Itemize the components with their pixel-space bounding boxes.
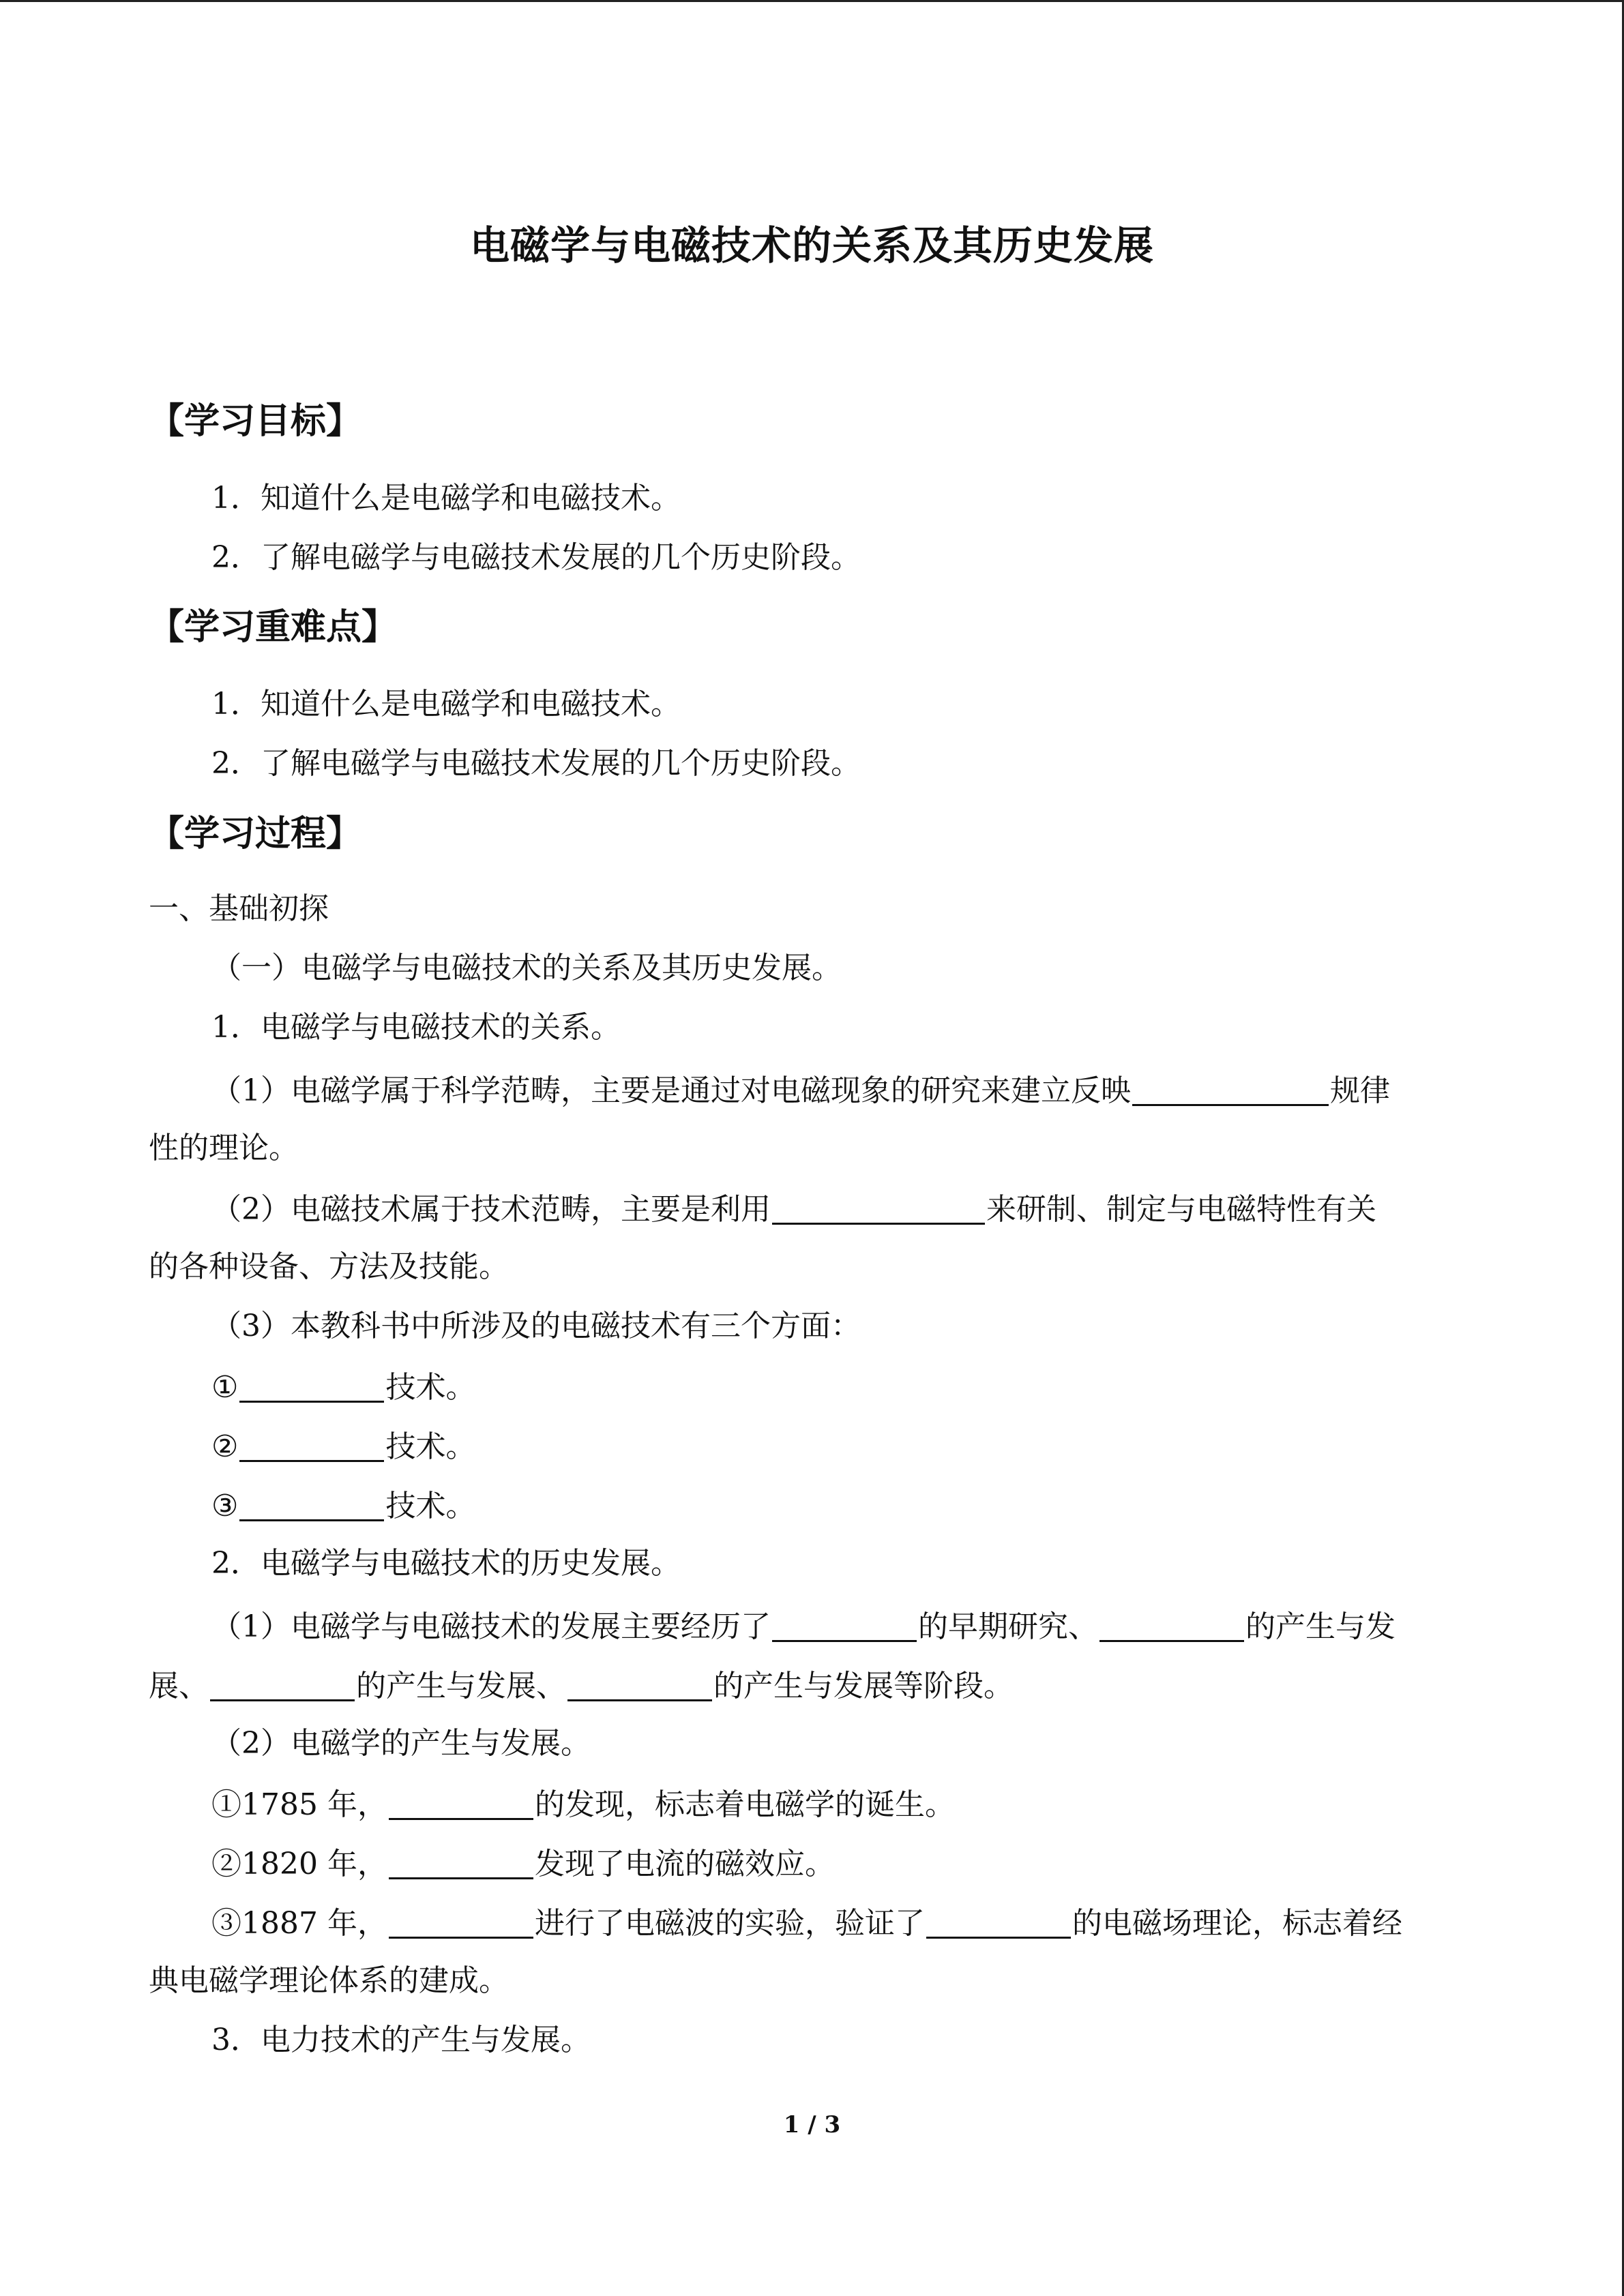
fill-blank[interactable] (239, 1371, 384, 1403)
fill-blank[interactable] (772, 1610, 917, 1642)
fill-blank[interactable] (210, 1669, 355, 1701)
fill-blank[interactable] (389, 1788, 533, 1820)
tech-item: ② 技术。 (211, 1429, 476, 1464)
question-heading: 2．电磁学与电磁技术的历史发展。 (211, 1546, 681, 1581)
page-number: 1 / 3 (783, 2111, 841, 2138)
fill-blank[interactable] (389, 1847, 533, 1879)
heading-key-points: 【学习重难点】 (149, 607, 398, 648)
question-heading: 1．电磁学与电磁技术的关系。 (211, 1010, 621, 1045)
fill-blank[interactable] (239, 1489, 384, 1521)
sub-heading: （一）电磁学与电磁技术的关系及其历史发展。 (211, 951, 842, 985)
tech-item: ③ 技术。 (211, 1489, 476, 1523)
key-point-item: 2．了解电磁学与电磁技术发展的几个历史阶段。 (211, 746, 861, 781)
fill-blank[interactable] (1099, 1610, 1244, 1642)
fill-blank[interactable] (772, 1193, 985, 1225)
event-line: 典电磁学理论体系的建成。 (149, 1963, 509, 1998)
event-line: ②1820 年， 发现了电流的磁效应。 (211, 1847, 835, 1881)
tech-item: ① 技术。 (211, 1370, 476, 1405)
key-point-item: 1．知道什么是电磁学和电磁技术。 (211, 687, 681, 721)
event-line: ③1887 年， 进行了电磁波的实验，验证了 的电磁场理论，标志着经 (211, 1906, 1402, 1941)
event-line: ①1785 年， 的发现，标志着电磁学的诞生。 (211, 1787, 955, 1822)
question-line: （3）本教科书中所涉及的电磁技术有三个方面： (211, 1309, 861, 1343)
fill-blank[interactable] (926, 1907, 1071, 1939)
goal-item: 2．了解电磁学与电磁技术发展的几个历史阶段。 (211, 540, 861, 575)
part-heading: 一、基础初探 (149, 891, 329, 926)
question-line: （2）电磁学的产生与发展。 (211, 1726, 591, 1761)
fill-blank[interactable] (567, 1669, 712, 1701)
heading-learning-process: 【学习过程】 (149, 814, 362, 854)
question-heading: 3．电力技术的产生与发展。 (211, 2023, 591, 2057)
question-line: （1）电磁学属于科学范畴，主要是通过对电磁现象的研究来建立反映 规律 (211, 1073, 1390, 1108)
fill-blank[interactable] (239, 1430, 384, 1462)
question-line: （1）电磁学与电磁技术的发展主要经历了 的早期研究、 的产生与发 (211, 1609, 1396, 1644)
heading-learning-goals: 【学习目标】 (149, 401, 362, 442)
goal-item: 1．知道什么是电磁学和电磁技术。 (211, 481, 681, 516)
question-line: 的各种设备、方法及技能。 (149, 1249, 509, 1284)
fill-blank[interactable] (1132, 1074, 1329, 1106)
page-title: 电磁学与电磁技术的关系及其历史发展 (469, 222, 1154, 269)
question-line: 展、 的产生与发展、 的产生与发展等阶段。 (149, 1669, 1014, 1703)
question-line: 性的理论。 (149, 1131, 299, 1165)
fill-blank[interactable] (389, 1907, 533, 1939)
question-line: （2）电磁技术属于技术范畴，主要是利用 来研制、制定与电磁特性有关 (211, 1192, 1376, 1227)
